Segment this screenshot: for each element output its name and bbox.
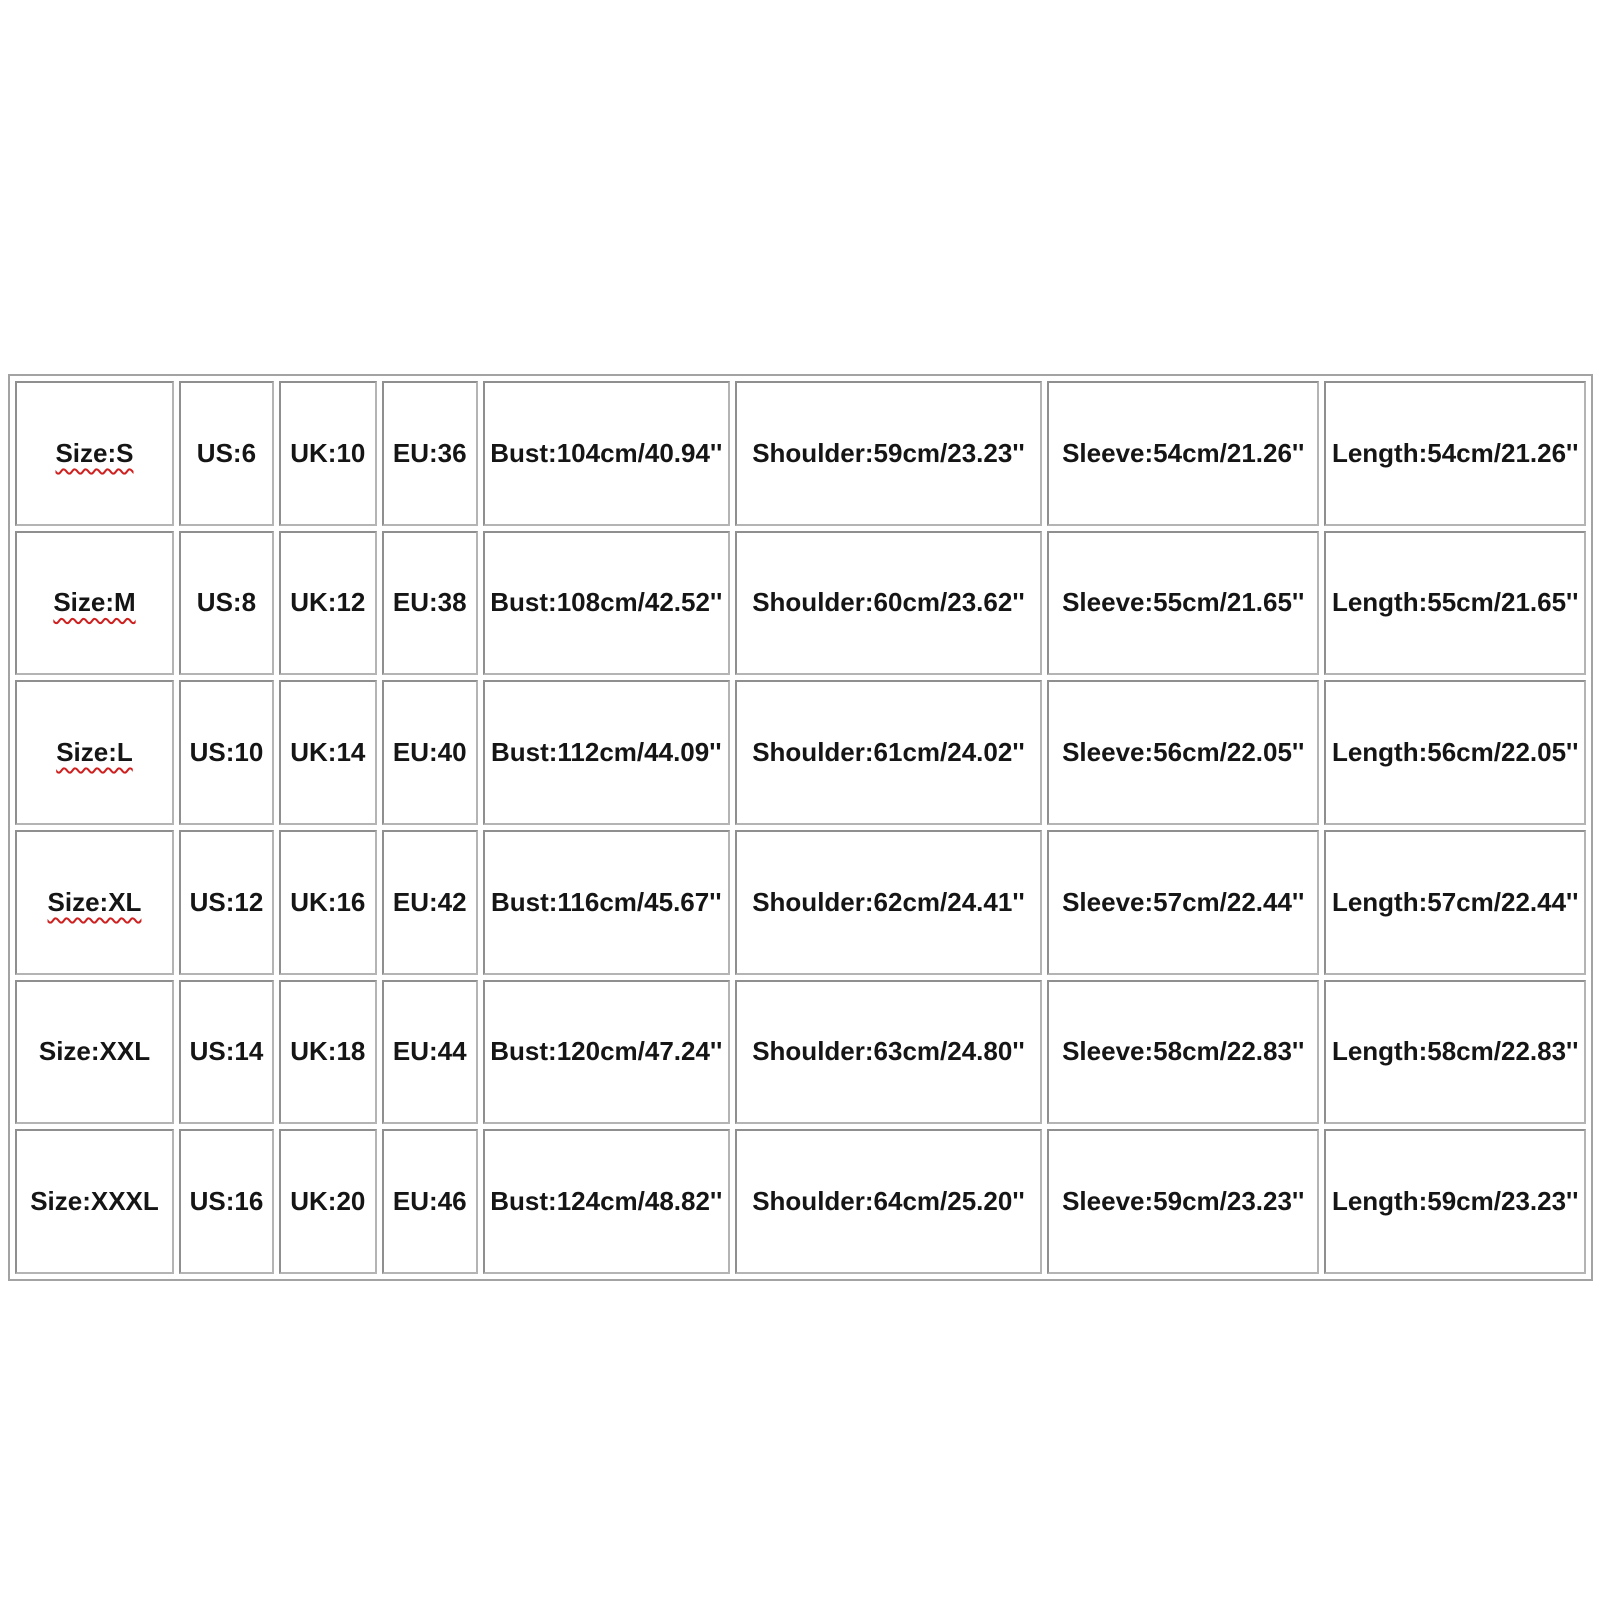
size-cell — [15, 1129, 174, 1274]
sleeve-value: Sleeve:58cm/22.83'' — [1062, 1036, 1305, 1067]
shoulder-cell — [735, 680, 1042, 825]
table-row — [15, 1129, 1586, 1274]
size-label: Size:S — [55, 437, 134, 468]
size-label: Size:L — [56, 737, 133, 768]
us-size-value: US:8 — [196, 587, 257, 618]
sleeve-cell — [1047, 680, 1319, 825]
table-row — [15, 980, 1586, 1125]
eu-size-cell — [382, 680, 478, 825]
sleeve-cell — [1047, 531, 1319, 676]
bust-cell — [483, 830, 730, 975]
size-label: Size:XXL — [38, 1036, 151, 1067]
bust-cell — [483, 381, 730, 526]
eu-size-value: EU:38 — [392, 587, 467, 618]
eu-size-cell — [382, 531, 478, 676]
uk-size-value: UK:16 — [290, 886, 366, 917]
uk-size-cell — [279, 980, 377, 1125]
sleeve-value: Sleeve:59cm/23.23'' — [1062, 1186, 1305, 1217]
eu-size-cell — [382, 830, 478, 975]
size-cell — [15, 680, 174, 825]
eu-size-value: EU:40 — [392, 737, 467, 768]
bust-value: Bust:104cm/40.94'' — [490, 437, 723, 468]
uk-size-cell — [279, 680, 377, 825]
uk-size-cell — [279, 830, 377, 975]
us-size-value: US:14 — [189, 1036, 264, 1067]
sleeve-value: Sleeve:55cm/21.65'' — [1062, 587, 1305, 618]
bust-cell — [483, 980, 730, 1125]
us-size-cell — [179, 531, 274, 676]
shoulder-cell — [735, 381, 1042, 526]
us-size-cell — [179, 980, 274, 1125]
bust-value: Bust:116cm/45.67'' — [490, 886, 722, 917]
us-size-cell — [179, 1129, 274, 1274]
shoulder-cell — [735, 531, 1042, 676]
size-cell — [15, 381, 174, 526]
shoulder-value: Shoulder:64cm/25.20'' — [752, 1186, 1025, 1217]
uk-size-cell — [279, 381, 377, 526]
bust-value: Bust:108cm/42.52'' — [490, 587, 723, 618]
eu-size-cell — [382, 1129, 478, 1274]
length-value: Length:55cm/21.65'' — [1331, 587, 1579, 618]
bust-cell — [483, 531, 730, 676]
shoulder-value: Shoulder:61cm/24.02'' — [752, 737, 1025, 768]
size-chart-table — [8, 374, 1593, 1281]
sleeve-cell — [1047, 381, 1319, 526]
sleeve-cell — [1047, 1129, 1319, 1274]
sleeve-value: Sleeve:54cm/21.26'' — [1062, 437, 1305, 468]
bust-cell — [483, 680, 730, 825]
uk-size-cell — [279, 531, 377, 676]
shoulder-cell — [735, 830, 1042, 975]
eu-size-cell — [382, 980, 478, 1125]
shoulder-value: Shoulder:62cm/24.41'' — [752, 886, 1025, 917]
us-size-value: US:16 — [189, 1186, 264, 1217]
uk-size-value: UK:14 — [290, 737, 366, 768]
us-size-value: US:10 — [189, 737, 264, 768]
shoulder-value: Shoulder:59cm/23.23'' — [752, 437, 1025, 468]
bust-cell — [483, 1129, 730, 1274]
sleeve-value: Sleeve:57cm/22.44'' — [1062, 886, 1305, 917]
length-cell — [1324, 531, 1586, 676]
sleeve-cell — [1047, 830, 1319, 975]
length-cell — [1324, 1129, 1586, 1274]
us-size-value: US:12 — [189, 886, 264, 917]
uk-size-value: UK:10 — [290, 437, 366, 468]
sleeve-cell — [1047, 980, 1319, 1125]
sleeve-value: Sleeve:56cm/22.05'' — [1062, 737, 1305, 768]
length-cell — [1324, 830, 1586, 975]
us-size-cell — [179, 830, 274, 975]
shoulder-value: Shoulder:63cm/24.80'' — [752, 1036, 1025, 1067]
table-row — [15, 830, 1586, 975]
length-value: Length:57cm/22.44'' — [1331, 886, 1579, 917]
eu-size-value: EU:42 — [392, 886, 467, 917]
table-row — [15, 381, 1586, 526]
eu-size-value: EU:46 — [392, 1186, 467, 1217]
shoulder-value: Shoulder:60cm/23.62'' — [752, 587, 1025, 618]
shoulder-cell — [735, 980, 1042, 1125]
table-row — [15, 680, 1586, 825]
bust-value: Bust:124cm/48.82'' — [490, 1186, 723, 1217]
size-cell — [15, 531, 174, 676]
table-row — [15, 531, 1586, 676]
size-label: Size:XXXL — [30, 1186, 159, 1217]
size-label: Size:M — [53, 587, 136, 618]
eu-size-cell — [382, 381, 478, 526]
uk-size-value: UK:12 — [290, 587, 366, 618]
eu-size-value: EU:36 — [392, 437, 467, 468]
uk-size-value: UK:18 — [290, 1036, 366, 1067]
us-size-value: US:6 — [196, 437, 257, 468]
eu-size-value: EU:44 — [392, 1036, 467, 1067]
us-size-cell — [179, 680, 274, 825]
length-value: Length:54cm/21.26'' — [1331, 437, 1579, 468]
length-cell — [1324, 980, 1586, 1125]
length-value: Length:58cm/22.83'' — [1331, 1036, 1579, 1067]
length-cell — [1324, 680, 1586, 825]
length-value: Length:56cm/22.05'' — [1331, 737, 1579, 768]
bust-value: Bust:112cm/44.09'' — [490, 737, 722, 768]
size-cell — [15, 980, 174, 1125]
us-size-cell — [179, 381, 274, 526]
length-value: Length:59cm/23.23'' — [1331, 1186, 1579, 1217]
size-cell — [15, 830, 174, 975]
length-cell — [1324, 381, 1586, 526]
shoulder-cell — [735, 1129, 1042, 1274]
size-label: Size:XL — [47, 886, 142, 917]
uk-size-cell — [279, 1129, 377, 1274]
uk-size-value: UK:20 — [290, 1186, 366, 1217]
bust-value: Bust:120cm/47.24'' — [490, 1036, 723, 1067]
